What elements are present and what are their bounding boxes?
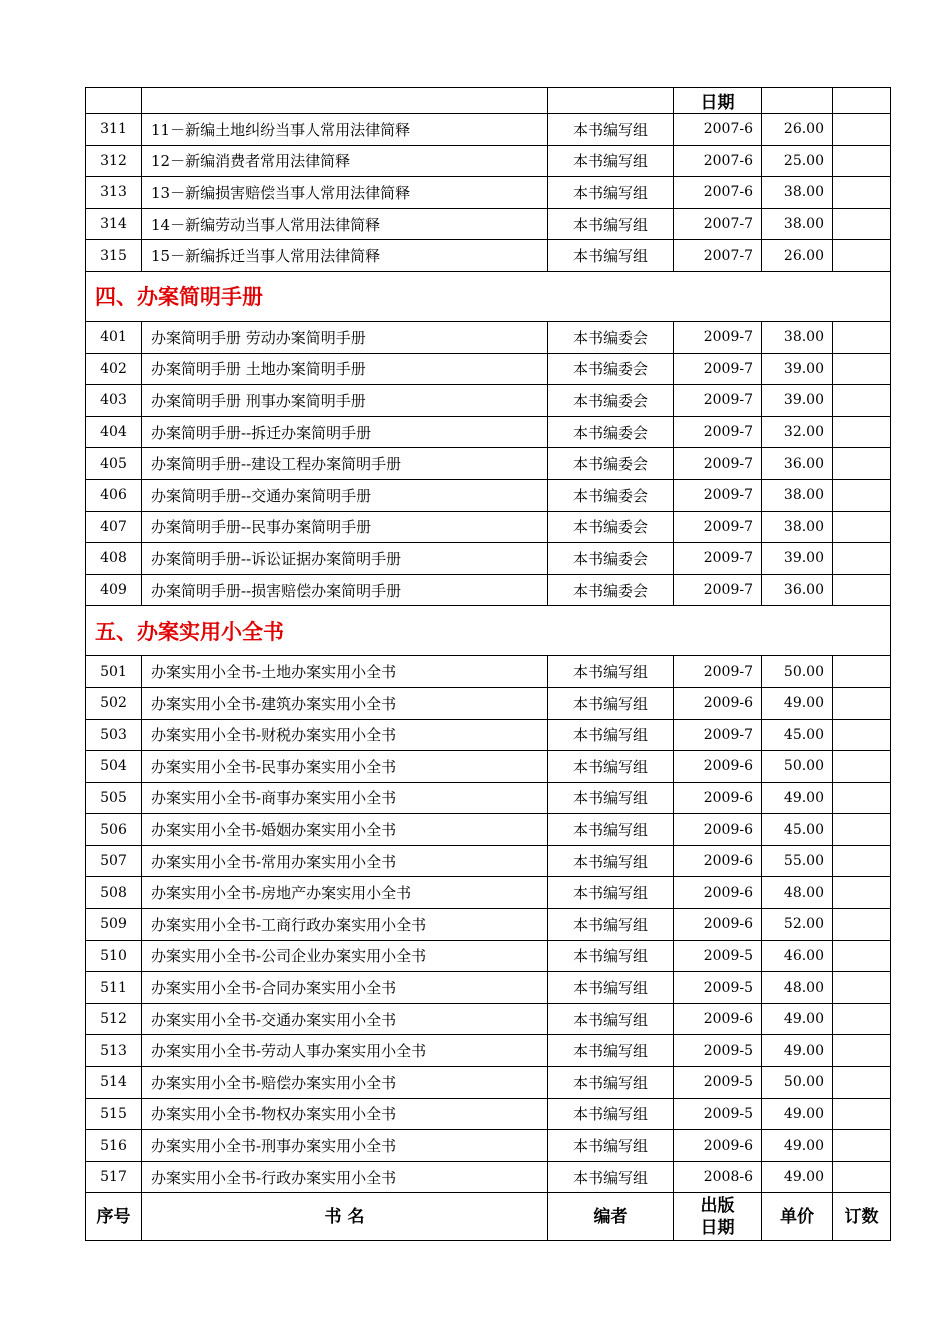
- book-number: 511: [86, 972, 142, 1004]
- book-editor: 本书编写组: [548, 1035, 674, 1067]
- table-row: [86, 656, 891, 688]
- order-quantity: [833, 751, 891, 783]
- book-number: 505: [86, 782, 142, 814]
- unit-price: 50.00: [762, 751, 833, 783]
- order-quantity: [833, 940, 891, 972]
- book-editor: 本书编写组: [548, 656, 674, 688]
- order-quantity: [833, 1130, 891, 1162]
- order-quantity: [833, 845, 891, 877]
- book-number: 406: [86, 479, 142, 511]
- book-title: 办案实用小全书-赔偿办案实用小全书: [142, 1067, 548, 1099]
- book-title: 办案实用小全书-常用办案实用小全书: [142, 845, 548, 877]
- book-editor: 本书编写组: [548, 240, 674, 272]
- book-editor: 本书编写组: [548, 208, 674, 240]
- book-number: 507: [86, 845, 142, 877]
- book-editor: 本书编写组: [548, 814, 674, 846]
- unit-price: 55.00: [762, 845, 833, 877]
- publish-date: 2009-5: [674, 972, 762, 1004]
- unit-price: 38.00: [762, 208, 833, 240]
- order-quantity: [833, 687, 891, 719]
- book-number: 510: [86, 940, 142, 972]
- order-quantity: [833, 416, 891, 448]
- book-editor: 本书编写组: [548, 1098, 674, 1130]
- book-editor: 本书编写组: [548, 114, 674, 146]
- order-quantity: [833, 574, 891, 606]
- unit-price: 49.00: [762, 1130, 833, 1162]
- table-row: [86, 177, 891, 209]
- book-title: 13－新编损害赔偿当事人常用法律简释: [142, 177, 548, 209]
- unit-price: 49.00: [762, 782, 833, 814]
- unit-price: 25.00: [762, 145, 833, 177]
- book-number: 517: [86, 1161, 142, 1193]
- table-row: [86, 321, 891, 353]
- order-quantity: [833, 321, 891, 353]
- table-row: [86, 751, 891, 783]
- unit-price: 39.00: [762, 385, 833, 417]
- header-no: 序号: [86, 1193, 142, 1241]
- unit-price: 38.00: [762, 321, 833, 353]
- unit-price: 49.00: [762, 1161, 833, 1193]
- header-date-line1: 出版: [700, 1195, 735, 1216]
- book-number: 503: [86, 719, 142, 751]
- publish-date: 2009-7: [674, 719, 762, 751]
- book-title: 办案简明手册--建设工程办案简明手册: [142, 448, 548, 480]
- order-quantity: [833, 208, 891, 240]
- book-number: 311: [86, 114, 142, 146]
- editor-cell: [548, 88, 674, 114]
- book-editor: 本书编写组: [548, 145, 674, 177]
- unit-price: 45.00: [762, 814, 833, 846]
- unit-price: 49.00: [762, 1003, 833, 1035]
- book-title: 办案实用小全书-土地办案实用小全书: [142, 656, 548, 688]
- order-quantity: [833, 814, 891, 846]
- book-number: 508: [86, 877, 142, 909]
- book-editor: 本书编写组: [548, 177, 674, 209]
- unit-price: 32.00: [762, 416, 833, 448]
- table-row: [86, 114, 891, 146]
- publish-date: 2007-6: [674, 114, 762, 146]
- order-quantity: [833, 479, 891, 511]
- table-row: [86, 940, 891, 972]
- book-title: 办案实用小全书-婚姻办案实用小全书: [142, 814, 548, 846]
- book-editor: 本书编写组: [548, 877, 674, 909]
- book-number: 409: [86, 574, 142, 606]
- unit-price: 38.00: [762, 479, 833, 511]
- book-title: 办案简明手册 土地办案简明手册: [142, 353, 548, 385]
- section-heading: 四、办案简明手册: [86, 271, 891, 321]
- price-cell: [762, 88, 833, 114]
- publish-date: 2009-7: [674, 385, 762, 417]
- order-quantity: [833, 909, 891, 941]
- table-row: [86, 877, 891, 909]
- publish-date: 2009-5: [674, 1098, 762, 1130]
- book-title: 11－新编土地纠纷当事人常用法律简释: [142, 114, 548, 146]
- table-row: [86, 543, 891, 575]
- title-cell: [142, 88, 548, 114]
- table-row: [86, 240, 891, 272]
- header-date-line2: 日期: [700, 1217, 735, 1238]
- table-row: [86, 782, 891, 814]
- order-quantity: [833, 353, 891, 385]
- book-number: 501: [86, 656, 142, 688]
- book-number: 408: [86, 543, 142, 575]
- book-title: 办案实用小全书-工商行政办案实用小全书: [142, 909, 548, 941]
- publish-date: 2009-6: [674, 814, 762, 846]
- order-quantity: [833, 385, 891, 417]
- book-title: 办案实用小全书-合同办案实用小全书: [142, 972, 548, 1004]
- unit-price: 48.00: [762, 972, 833, 1004]
- book-catalog-table: [85, 87, 891, 1241]
- header-date: [674, 1193, 762, 1241]
- book-number: 504: [86, 751, 142, 783]
- table-row: [86, 208, 891, 240]
- table-row: [86, 1161, 891, 1193]
- table-row: [86, 416, 891, 448]
- table-row: [86, 1130, 891, 1162]
- table-row: [86, 511, 891, 543]
- order-quantity: [833, 1003, 891, 1035]
- order-quantity: [833, 656, 891, 688]
- book-number: 315: [86, 240, 142, 272]
- book-number: 407: [86, 511, 142, 543]
- book-number: 314: [86, 208, 142, 240]
- book-title: 办案实用小全书-劳动人事办案实用小全书: [142, 1035, 548, 1067]
- publish-date: 2009-7: [674, 321, 762, 353]
- table-row: [86, 145, 891, 177]
- book-editor: 本书编写组: [548, 845, 674, 877]
- table-row: [86, 574, 891, 606]
- order-quantity: [833, 1067, 891, 1099]
- publish-date: 2009-6: [674, 845, 762, 877]
- book-title: 办案简明手册--交通办案简明手册: [142, 479, 548, 511]
- book-editor: 本书编写组: [548, 719, 674, 751]
- book-number: 405: [86, 448, 142, 480]
- book-number: 404: [86, 416, 142, 448]
- date-header-fragment: 日期: [674, 88, 762, 114]
- publish-date: 2009-6: [674, 751, 762, 783]
- order-quantity: [833, 240, 891, 272]
- unit-price: 48.00: [762, 877, 833, 909]
- book-title: 办案简明手册--诉讼证据办案简明手册: [142, 543, 548, 575]
- section-heading-row: [86, 271, 891, 321]
- unit-price: 52.00: [762, 909, 833, 941]
- table-row: [86, 814, 891, 846]
- unit-price: 26.00: [762, 114, 833, 146]
- table-body: [86, 88, 891, 1193]
- unit-price: 38.00: [762, 177, 833, 209]
- table-row: [86, 972, 891, 1004]
- section-heading: 五、办案实用小全书: [86, 606, 891, 656]
- book-number: 509: [86, 909, 142, 941]
- book-title: 办案实用小全书-民事办案实用小全书: [142, 751, 548, 783]
- unit-price: 39.00: [762, 353, 833, 385]
- header-editor: 编者: [548, 1193, 674, 1241]
- book-title: 办案简明手册--民事办案简明手册: [142, 511, 548, 543]
- order-quantity: [833, 719, 891, 751]
- book-editor: 本书编委会: [548, 416, 674, 448]
- table-row: [86, 687, 891, 719]
- header-price: 单价: [762, 1193, 833, 1241]
- book-title: 办案实用小全书-物权办案实用小全书: [142, 1098, 548, 1130]
- order-quantity: [833, 972, 891, 1004]
- book-number: 516: [86, 1130, 142, 1162]
- book-number: 514: [86, 1067, 142, 1099]
- order-quantity: [833, 1161, 891, 1193]
- unit-price: 49.00: [762, 1098, 833, 1130]
- book-title: 办案实用小全书-财税办案实用小全书: [142, 719, 548, 751]
- publish-date: 2009-7: [674, 543, 762, 575]
- table-row: [86, 719, 891, 751]
- unit-price: 36.00: [762, 448, 833, 480]
- publish-date: 2007-7: [674, 208, 762, 240]
- book-title: 办案实用小全书-商事办案实用小全书: [142, 782, 548, 814]
- book-number: 402: [86, 353, 142, 385]
- order-quantity: [833, 177, 891, 209]
- book-number: 401: [86, 321, 142, 353]
- order-quantity: [833, 1098, 891, 1130]
- unit-price: 50.00: [762, 656, 833, 688]
- book-number: 403: [86, 385, 142, 417]
- unit-price: 46.00: [762, 940, 833, 972]
- publish-date: 2009-6: [674, 1130, 762, 1162]
- publish-date: 2009-7: [674, 353, 762, 385]
- unit-price: 49.00: [762, 1035, 833, 1067]
- order-quantity: [833, 511, 891, 543]
- book-title: 办案简明手册--拆迁办案简明手册: [142, 416, 548, 448]
- book-editor: 本书编写组: [548, 1067, 674, 1099]
- book-editor: 本书编委会: [548, 353, 674, 385]
- unit-price: 38.00: [762, 511, 833, 543]
- publish-date: 2009-5: [674, 940, 762, 972]
- book-title: 办案实用小全书-行政办案实用小全书: [142, 1161, 548, 1193]
- publish-date: 2009-5: [674, 1067, 762, 1099]
- book-title: 办案实用小全书-交通办案实用小全书: [142, 1003, 548, 1035]
- no-cell: [86, 88, 142, 114]
- publish-date: 2009-6: [674, 1003, 762, 1035]
- table-row: [86, 1098, 891, 1130]
- publish-date: 2009-6: [674, 909, 762, 941]
- book-number: 513: [86, 1035, 142, 1067]
- table-continuation-row: [86, 88, 891, 114]
- order-quantity: [833, 114, 891, 146]
- book-title: 办案实用小全书-公司企业办案实用小全书: [142, 940, 548, 972]
- order-quantity: [833, 877, 891, 909]
- book-editor: 本书编写组: [548, 972, 674, 1004]
- order-quantity: [833, 543, 891, 575]
- book-editor: 本书编委会: [548, 385, 674, 417]
- publish-date: 2009-6: [674, 782, 762, 814]
- publish-date: 2009-7: [674, 416, 762, 448]
- table-row: [86, 1035, 891, 1067]
- unit-price: 49.00: [762, 687, 833, 719]
- unit-price: 36.00: [762, 574, 833, 606]
- book-title: 15－新编拆迁当事人常用法律简释: [142, 240, 548, 272]
- table-row: [86, 353, 891, 385]
- order-quantity: [833, 1035, 891, 1067]
- order-quantity: [833, 145, 891, 177]
- table-row: [86, 909, 891, 941]
- order-quantity: [833, 448, 891, 480]
- book-editor: 本书编委会: [548, 511, 674, 543]
- table-row: [86, 448, 891, 480]
- book-editor: 本书编写组: [548, 687, 674, 719]
- book-number: 512: [86, 1003, 142, 1035]
- publish-date: 2009-7: [674, 448, 762, 480]
- book-title: 12－新编消费者常用法律简释: [142, 145, 548, 177]
- publish-date: 2009-7: [674, 656, 762, 688]
- header-order: 订数: [833, 1193, 891, 1241]
- header-title: 书 名: [142, 1193, 548, 1241]
- book-editor: 本书编委会: [548, 448, 674, 480]
- book-editor: 本书编写组: [548, 940, 674, 972]
- publish-date: 2007-6: [674, 145, 762, 177]
- table-row: [86, 845, 891, 877]
- book-editor: 本书编委会: [548, 479, 674, 511]
- publish-date: 2009-7: [674, 479, 762, 511]
- book-editor: 本书编写组: [548, 1161, 674, 1193]
- book-number: 502: [86, 687, 142, 719]
- order-cell: [833, 88, 891, 114]
- book-number: 313: [86, 177, 142, 209]
- book-title: 14－新编劳动当事人常用法律简释: [142, 208, 548, 240]
- publish-date: 2007-7: [674, 240, 762, 272]
- book-editor: 本书编委会: [548, 321, 674, 353]
- book-number: 312: [86, 145, 142, 177]
- book-title: 办案简明手册 劳动办案简明手册: [142, 321, 548, 353]
- publish-date: 2009-7: [674, 574, 762, 606]
- publish-date: 2009-5: [674, 1035, 762, 1067]
- publish-date: 2008-6: [674, 1161, 762, 1193]
- book-editor: 本书编写组: [548, 909, 674, 941]
- publish-date: 2007-6: [674, 177, 762, 209]
- publish-date: 2009-7: [674, 511, 762, 543]
- publish-date: 2009-6: [674, 687, 762, 719]
- book-number: 506: [86, 814, 142, 846]
- table-row: [86, 385, 891, 417]
- unit-price: 26.00: [762, 240, 833, 272]
- book-title: 办案简明手册 刑事办案简明手册: [142, 385, 548, 417]
- table-row: [86, 1067, 891, 1099]
- book-editor: 本书编写组: [548, 1130, 674, 1162]
- book-editor: 本书编写组: [548, 782, 674, 814]
- book-editor: 本书编写组: [548, 1003, 674, 1035]
- unit-price: 50.00: [762, 1067, 833, 1099]
- column-header-row: [86, 1193, 891, 1241]
- book-title: 办案简明手册--损害赔偿办案简明手册: [142, 574, 548, 606]
- book-title: 办案实用小全书-刑事办案实用小全书: [142, 1130, 548, 1162]
- book-title: 办案实用小全书-房地产办案实用小全书: [142, 877, 548, 909]
- book-editor: 本书编写组: [548, 751, 674, 783]
- table-row: [86, 479, 891, 511]
- unit-price: 39.00: [762, 543, 833, 575]
- order-quantity: [833, 782, 891, 814]
- table-row: [86, 1003, 891, 1035]
- book-editor: 本书编委会: [548, 574, 674, 606]
- publish-date: 2009-6: [674, 877, 762, 909]
- section-heading-row: [86, 606, 891, 656]
- book-number: 515: [86, 1098, 142, 1130]
- book-title: 办案实用小全书-建筑办案实用小全书: [142, 687, 548, 719]
- unit-price: 45.00: [762, 719, 833, 751]
- book-editor: 本书编委会: [548, 543, 674, 575]
